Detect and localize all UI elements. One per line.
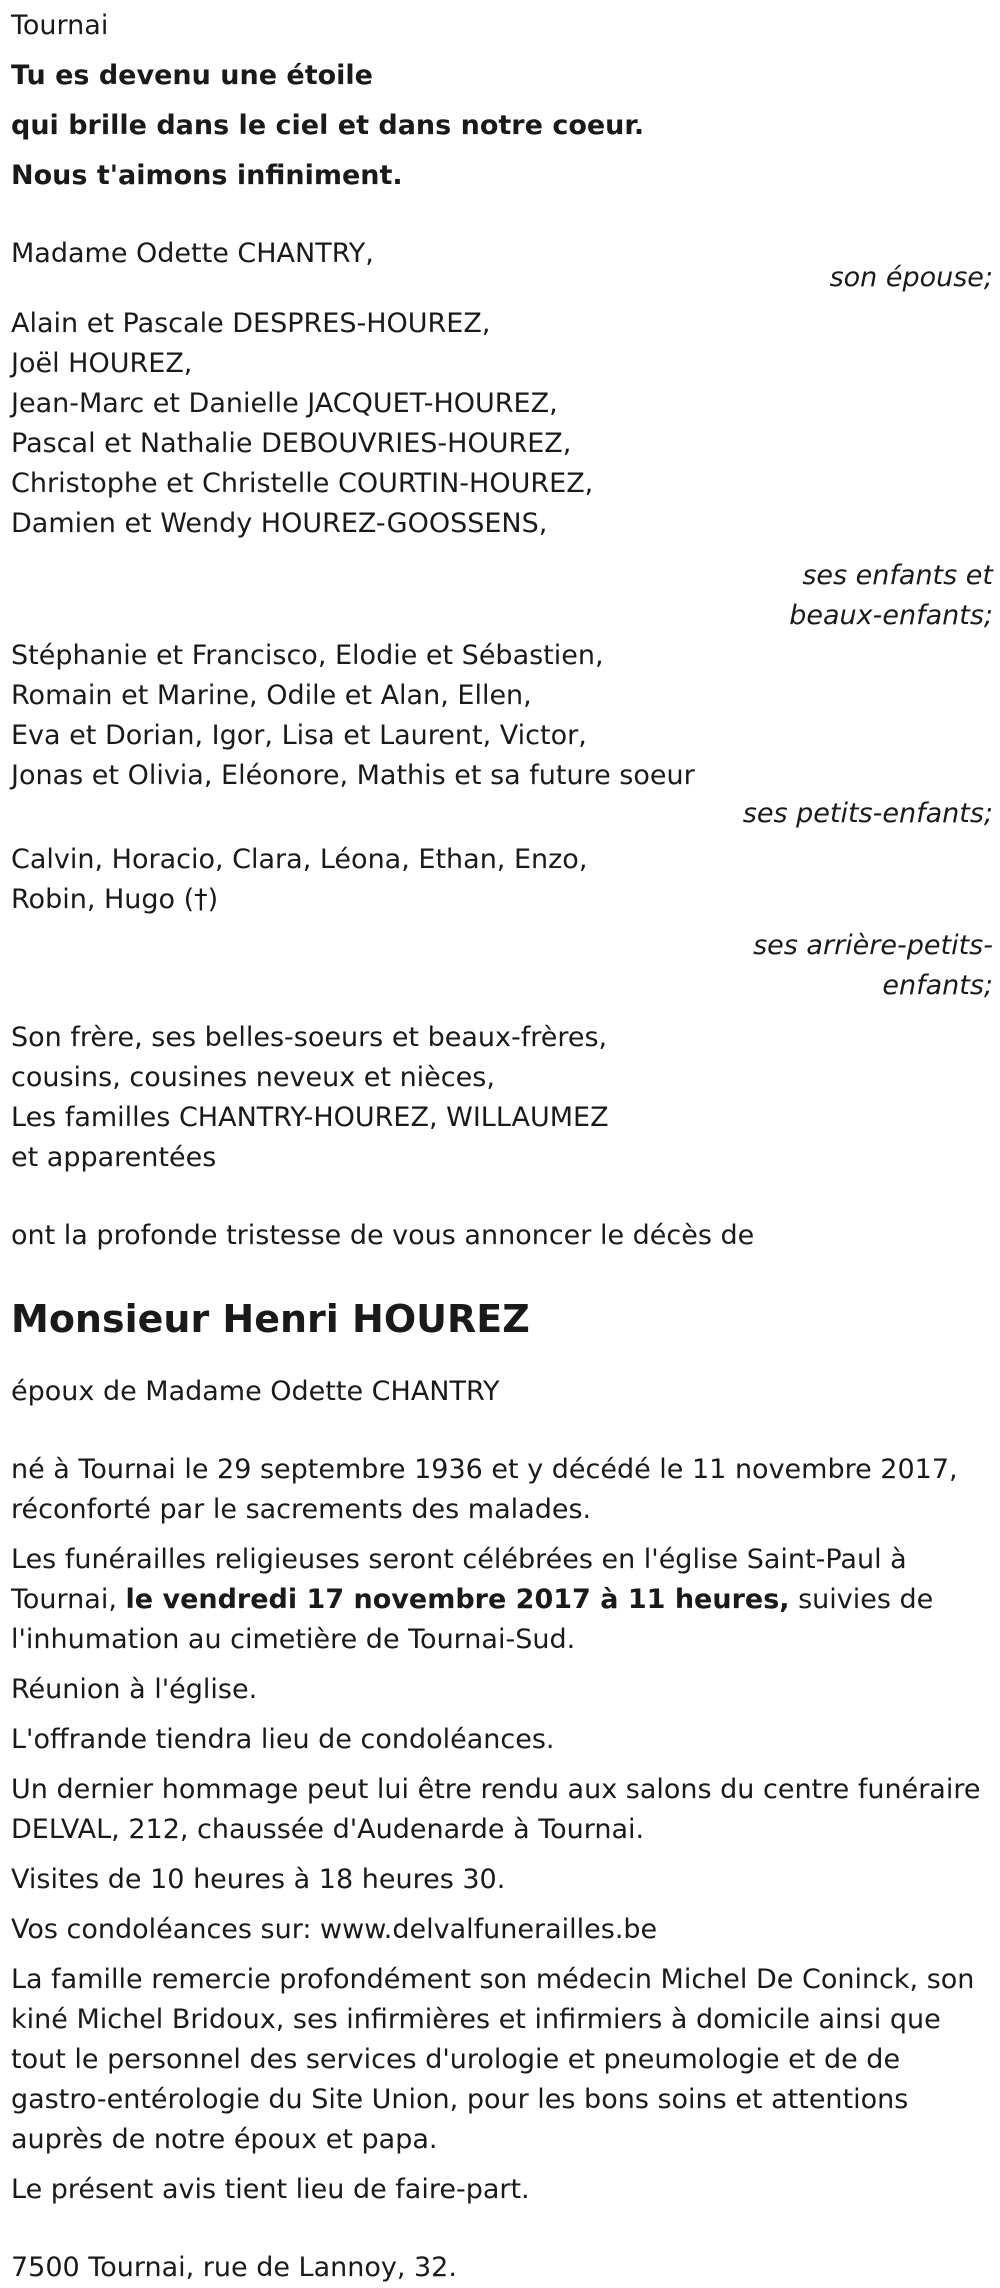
great-grandchild-entry: Calvin, Horacio, Clara, Léona, Ethan, Enzo,: [11, 844, 588, 875]
death-notice: [11, 6, 991, 2288]
funeral-date: le vendredi 17 novembre 2017 à 11 heures,: [125, 1584, 790, 1615]
thanks-line: kiné Michel Bridoux, ses infirmières et infirmiers à domicile ainsi que: [11, 2004, 941, 2035]
funeral-line: [11, 1580, 991, 1620]
deceased-spouse-of: époux de Madame Odette CHANTRY: [11, 1376, 500, 1407]
poem-line: qui brille dans le ciel et dans notre coeur.: [11, 110, 645, 141]
spouse-role: son épouse;: [829, 262, 993, 293]
relative-entry: et apparentées: [11, 1142, 217, 1173]
child-entry: Christophe et Christelle COURTIN-HOUREZ,: [11, 468, 594, 499]
poem-line: Tu es devenu une étoile: [11, 60, 373, 91]
birth-death-line: réconforté par le sacrements des malades.: [11, 1494, 592, 1525]
poem-line: Nous t'aimons infiniment.: [11, 160, 403, 191]
thanks-line: tout le personnel des services d'urologie et pneumologie et de de: [11, 2044, 901, 2075]
offering-note: L'offrande tiendra lieu de condoléances.: [11, 1724, 555, 1755]
announcement: ont la profonde tristesse de vous annoncer le décès de: [11, 1220, 755, 1251]
tribute-line: Un dernier hommage peut lui être rendu aux salons du centre funéraire: [11, 1774, 981, 1805]
great-grandchild-entry: Robin, Hugo (†): [11, 884, 219, 915]
notice-note: Le présent avis tient lieu de faire-part.: [11, 2174, 530, 2205]
birth-death-line: né à Tournai le 29 septembre 1936 et y décédé le 11 novembre 2017,: [11, 1454, 958, 1485]
grandchild-entry: Romain et Marine, Odile et Alan, Ellen,: [11, 680, 532, 711]
thanks-line: auprès de notre époux et papa.: [11, 2124, 438, 2155]
funeral-place: Tournai,: [11, 1584, 126, 1615]
birth-death-paragraph: [11, 1450, 991, 1530]
child-entry: Pascal et Nathalie DEBOUVRIES-HOUREZ,: [11, 428, 572, 459]
tribute-line: DELVAL, 212, chaussée d'Audenarde à Tournai.: [11, 1814, 645, 1845]
great-grandchildren-role: enfants;: [882, 970, 993, 1001]
grandchild-entry: Eva et Dorian, Igor, Lisa et Laurent, Victor,: [11, 720, 587, 751]
deceased-name: Monsieur Henri HOUREZ: [11, 1297, 530, 1341]
funeral-followup: suivies de: [789, 1584, 934, 1615]
funeral-line: Les funérailles religieuses seront célébrées en l'église Saint-Paul à: [11, 1544, 907, 1575]
child-entry: Jean-Marc et Danielle JACQUET-HOUREZ,: [11, 388, 558, 419]
address: 7500 Tournai, rue de Lannoy, 32.: [11, 2252, 457, 2283]
grandchild-entry: Stéphanie et Francisco, Elodie et Sébastien,: [11, 640, 604, 671]
grandchildren-role: ses petits-enfants;: [742, 798, 993, 829]
child-entry: Alain et Pascale DESPRES-HOUREZ,: [11, 308, 491, 339]
relative-entry: Son frère, ses belles-soeurs et beaux-frères,: [11, 1022, 608, 1053]
meeting-note: Réunion à l'église.: [11, 1674, 258, 1705]
funeral-line: l'inhumation au cimetière de Tournai-Sud.: [11, 1624, 576, 1655]
relative-entry: cousins, cousines neveux et nièces,: [11, 1062, 495, 1093]
children-role: beaux-enfants;: [789, 600, 993, 631]
spouse-name: Madame Odette CHANTRY,: [11, 238, 374, 269]
child-entry: Damien et Wendy HOUREZ-GOOSSENS,: [11, 508, 548, 539]
children-role: ses enfants et: [802, 560, 993, 591]
visits-note: Visites de 10 heures à 18 heures 30.: [11, 1864, 506, 1895]
great-grandchildren-role: ses arrière-petits-: [753, 930, 993, 961]
condolences-note: Vos condoléances sur: www.delvalfunerailles.be: [11, 1914, 658, 1945]
thanks-paragraph: [11, 1960, 991, 2160]
grandchild-entry: Jonas et Olivia, Eléonore, Mathis et sa future soeur: [11, 760, 695, 791]
thanks-line: gastro-entérologie du Site Union, pour les bons soins et attentions: [11, 2084, 909, 2115]
thanks-line: La famille remercie profondément son médecin Michel De Coninck, son: [11, 1964, 975, 1995]
funeral-paragraph: [11, 1540, 991, 1660]
relative-entry: Les familles CHANTRY-HOUREZ, WILLAUMEZ: [11, 1102, 609, 1133]
tribute-paragraph: [11, 1770, 991, 1850]
child-entry: Joël HOUREZ,: [11, 348, 193, 379]
city-heading: Tournai: [11, 10, 109, 41]
